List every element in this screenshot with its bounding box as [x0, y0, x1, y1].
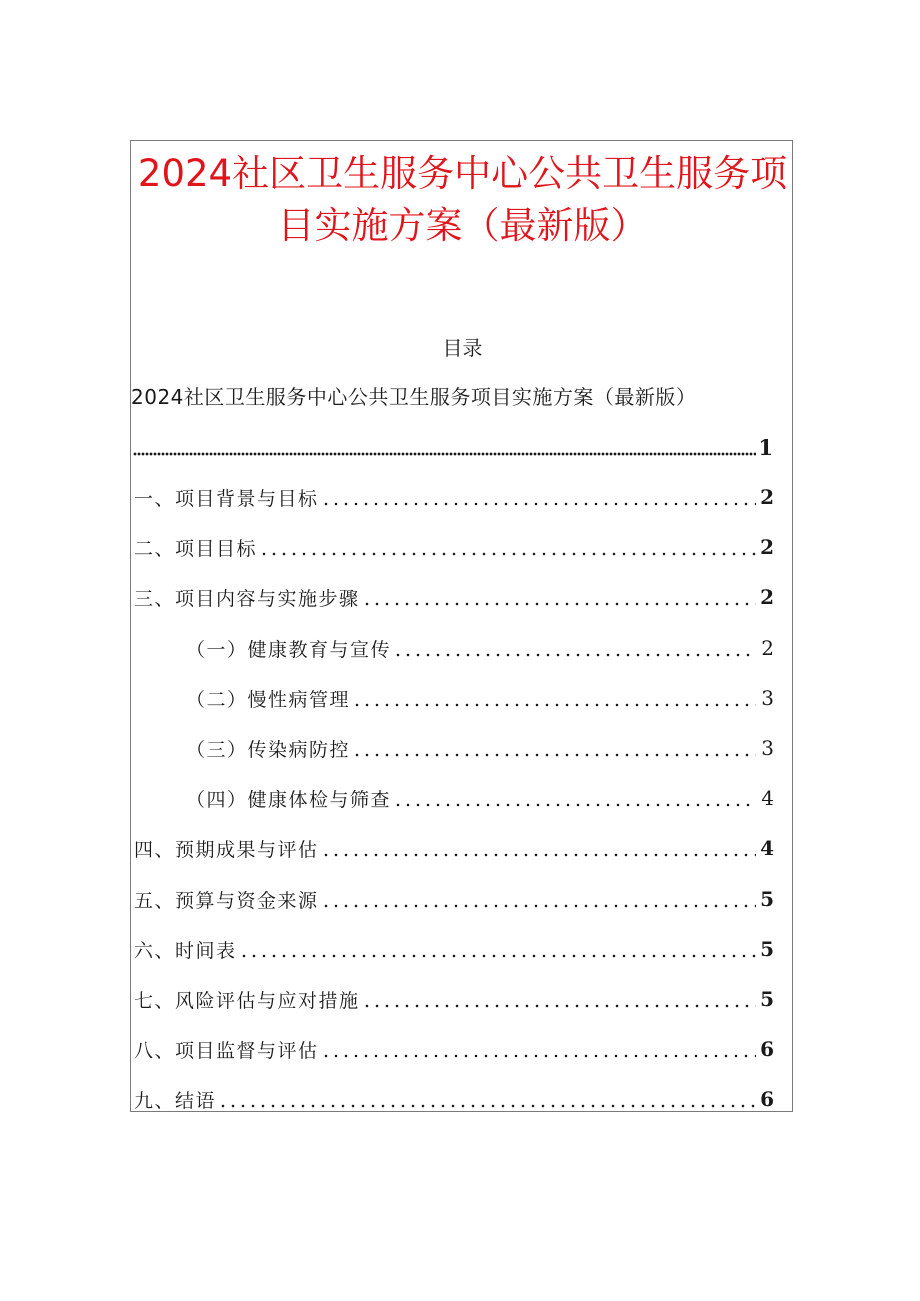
toc-page-number: 2	[760, 535, 774, 559]
toc-page-number: 2	[760, 485, 774, 509]
toc-page-number: 2	[760, 585, 774, 609]
toc-dot-leader	[218, 1103, 756, 1109]
toc-page-number: 1	[758, 434, 773, 460]
toc-dot-leader	[393, 802, 756, 808]
toc-entry[interactable]	[186, 733, 774, 763]
toc-entry-label: （三）传染病防控	[186, 738, 351, 761]
toc-entry[interactable]	[134, 984, 774, 1014]
toc-page-number: 6	[760, 1037, 774, 1061]
toc-main-entry-label[interactable]: 2024社区卫生服务中心公共卫生服务项目实施方案（最新版）	[131, 385, 697, 409]
toc-page-number: 6	[760, 1087, 774, 1111]
toc-page-number: 4	[761, 786, 774, 810]
toc-entry[interactable]	[134, 1034, 774, 1064]
toc-page-number: 2	[761, 636, 774, 660]
toc-main-entry-leader[interactable]	[133, 432, 773, 462]
toc-entry-label: （二）慢性病管理	[186, 688, 351, 711]
toc-entry-label: 七、风险评估与应对措施	[134, 989, 360, 1012]
toc-entry-label: （一）健康教育与宣传	[186, 638, 392, 661]
toc-entry-label: 六、时间表	[134, 939, 237, 962]
toc-page-number: 5	[760, 987, 774, 1011]
toc-dot-leader	[352, 702, 756, 708]
toc-page-number: 3	[761, 686, 774, 710]
toc-page-number: 4	[760, 836, 774, 860]
toc-page-number: 5	[760, 887, 774, 911]
toc-entry[interactable]	[186, 783, 774, 813]
toc-entry[interactable]	[134, 1084, 774, 1114]
document-frame	[130, 140, 793, 1112]
toc-dot-leader	[321, 903, 756, 909]
toc-entry-label: 五、预算与资金来源	[134, 889, 319, 912]
document-title: 2024社区卫生服务中心公共卫生服务项目实施方案（最新版）	[137, 152, 788, 247]
toc-entry[interactable]	[134, 582, 774, 612]
toc-entry-label: 二、项目目标	[134, 537, 258, 560]
toc-dot-leader	[239, 953, 756, 959]
toc-entry-label: 九、结语	[134, 1089, 217, 1112]
toc-heading: 目录	[442, 336, 483, 360]
toc-dot-leader	[321, 1053, 756, 1059]
toc-entry-label: 四、预期成果与评估	[134, 838, 319, 861]
toc-entry[interactable]	[186, 633, 774, 663]
toc-entry[interactable]	[134, 833, 774, 863]
toc-entry[interactable]	[134, 884, 774, 914]
toc-entry-label: 八、项目监督与评估	[134, 1039, 319, 1062]
toc-dot-leader	[362, 1003, 756, 1009]
toc-dot-leader	[259, 551, 756, 557]
toc-dot-leader	[362, 601, 756, 607]
toc-page-number: 3	[761, 736, 774, 760]
toc-dot-leader	[133, 452, 756, 456]
toc-entry-label: （四）健康体检与筛查	[186, 788, 392, 811]
toc-entry[interactable]	[134, 532, 774, 562]
toc-dot-leader	[352, 752, 756, 758]
toc-entry-label: 三、项目内容与实施步骤	[134, 587, 360, 610]
toc-dot-leader	[321, 852, 756, 858]
toc-dot-leader	[321, 501, 756, 507]
toc-entry[interactable]	[134, 482, 774, 512]
toc-page-number: 5	[760, 937, 774, 961]
toc-entry-label: 一、项目背景与目标	[134, 487, 319, 510]
toc-entry[interactable]	[186, 683, 774, 713]
toc-dot-leader	[393, 652, 756, 658]
toc-entry[interactable]	[134, 934, 774, 964]
